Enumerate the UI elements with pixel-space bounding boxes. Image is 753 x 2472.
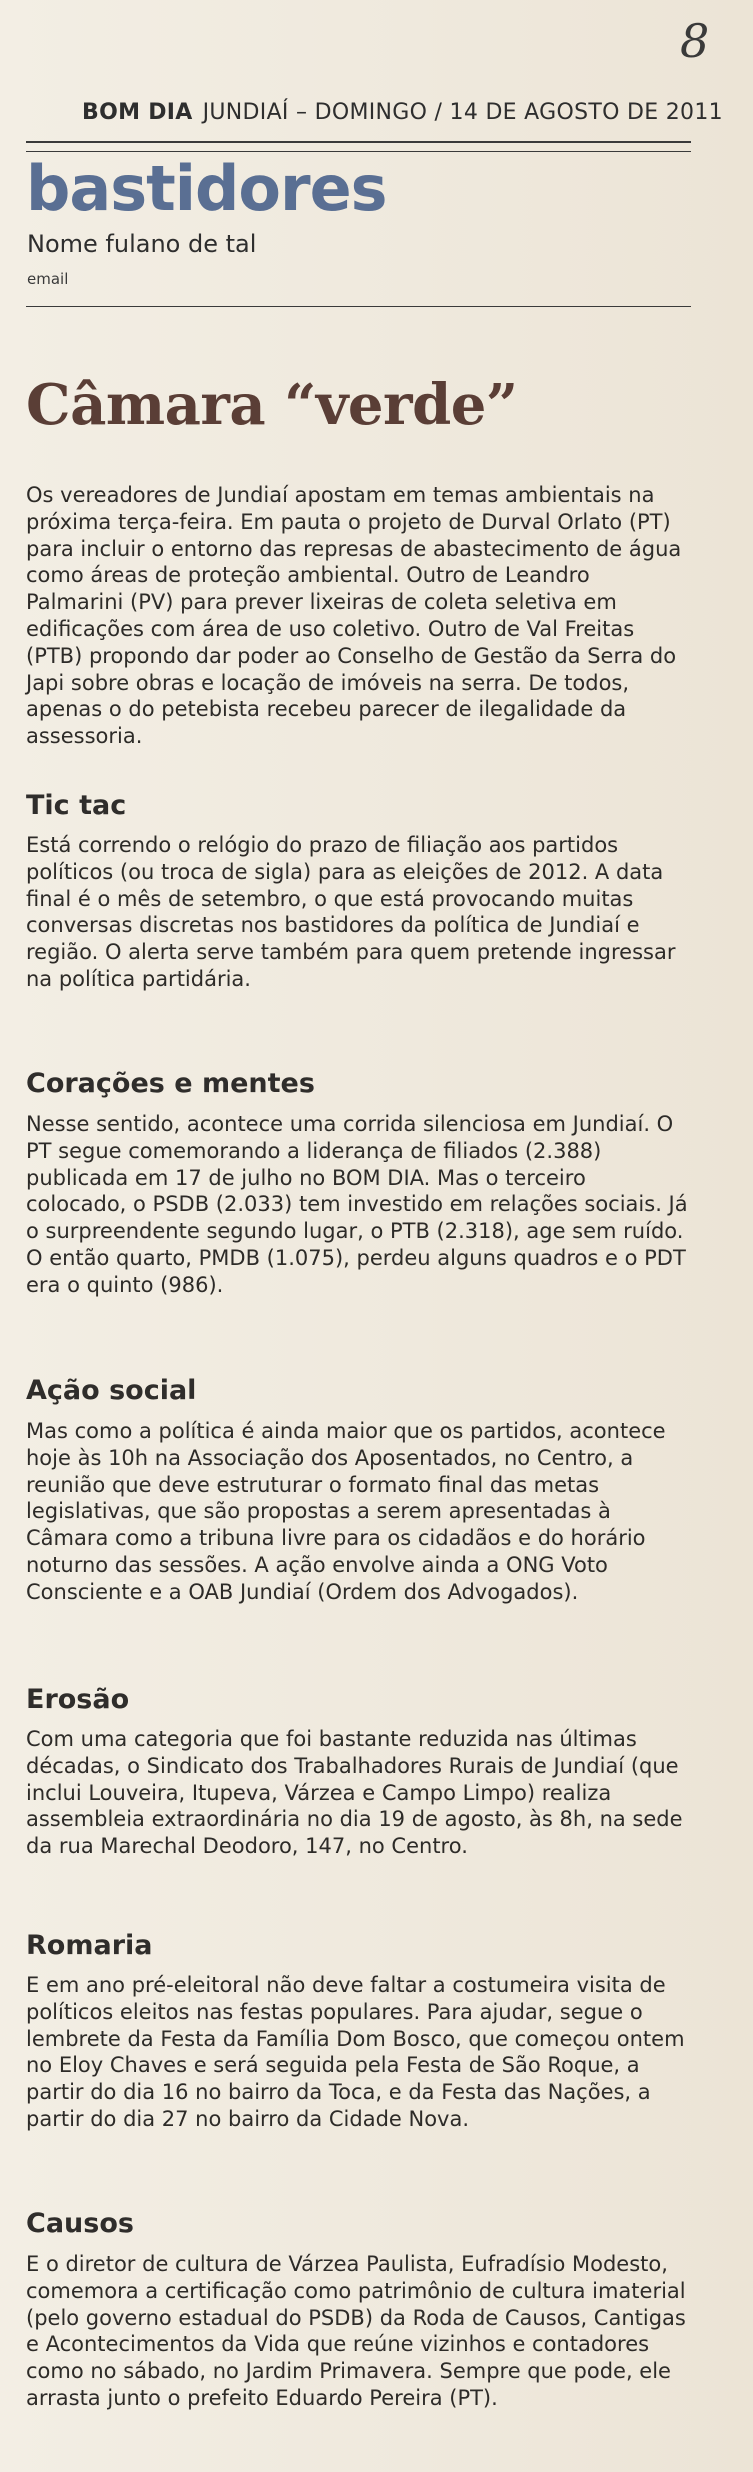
subsection-title-coracoes-e-mentes: Corações e mentes [26,1068,315,1099]
subsection-coracoes-e-mentes [26,1111,691,1299]
byline-rule [26,306,691,307]
lead-paragraph: Os vereadores de Jundiaí apostam em temas ambientais na próxima terça-feira. Em pauta o projeto de Durval Orlato (PT) para incluir o entorno das represas de abastecimento de água como áreas de proteção ambiental. Outro de Leandro Palmarini (PV) para prever lixeiras de coleta seletiva em edificações com área de uso coletivo. Outro de Val Freitas (PTB) propondo dar poder ao Conselho de Gestão da Serra do Japi sobre obras e locação de imóveis na serra. De todos, apenas o do petebista recebeu parecer de ilegalidade da assessoria. [26,483,682,749]
column-email: email [27,270,69,288]
column-title: bastidores [26,152,387,225]
subsection-text: Com uma categoria que foi bastante reduzida nas últimas décadas, o Sindicato dos Trabalhadores Rurais de Jundiaí (que inclui Louveira, Itupeva, Várzea e Campo Limpo) realiza assembleia extraordinária no dia 19 de agosto, às 8h, na sede da rua Marechal Deodoro, 147, no Centro. [26,1727,683,1859]
article-headline: Câmara “verde” [26,372,518,438]
subsection-title-acao-social: Ação social [26,1375,197,1406]
edition-line: JUNDIAÍ – DOMINGO / 14 DE AGOSTO DE 2011 [202,100,723,125]
lead-paragraph-block [26,482,691,750]
subsection-romaria [26,1972,691,2133]
header-rule-top [26,141,691,143]
subsection-tic-tac [26,832,691,993]
subsection-causos [26,2251,691,2412]
subsection-text: Nesse sentido, acontece uma corrida silenciosa em Jundiaí. O PT segue comemorando a liderança de filiados (2.388) publicada em 17 de julho no BOM DIA. Mas o terceiro colocado, o PSDB (2.033) tem investido em relações sociais. Já o surpreendente segundo lugar, o PTB (2.318), age sem ruído. O então quarto, PMDB (1.075), perdeu alguns quadros e o PDT era o quinto (986). [26,1112,688,1297]
subsection-title-causos: Causos [26,2208,134,2239]
subsection-title-romaria: Romaria [26,1930,153,1961]
subsection-text: Mas como a política é ainda maior que os partidos, acontece hoje às 10h na Associação dos Aposentados, no Centro, a reunião que deve estruturar o formato final das metas legislativas, que são propostas a serem apresentadas à Câmara como a tribuna livre para os cidadãos e do horário noturno das sessões. A ação envolve ainda a ONG Voto Consciente e a OAB Jundiaí (Ordem dos Advogados). [26,1419,666,1604]
subsection-text: E em ano pré-eleitoral não deve faltar a costumeira visita de políticos eleitos nas festas populares. Para ajudar, segue o lembrete da Festa da Família Dom Bosco, que começou ontem no Eloy Chaves e será seguida pela Festa de São Roque, a partir do dia 16 no bairro da Toca, e da Festa das Nações, a partir do dia 27 no bairro da Cidade Nova. [26,1973,685,2131]
subsection-title-tic-tac: Tic tac [26,790,127,821]
subsection-text: E o diretor de cultura de Várzea Paulista, Eufradísio Modesto, comemora a certificação como patrimônio de cultura imaterial (pelo governo estadual do PSDB) da Roda de Causos, Cantigas e Acontecimentos da Vida que reúne vizinhos e contadores como no sábado, no Jardim Primavera. Sempre que pode, ele arrasta junto o prefeito Eduardo Pereira (PT). [26,2252,686,2410]
newspaper-brand: BOM DIA [82,100,193,125]
column-author: Nome fulano de tal [27,230,257,258]
bleed-through-decoration [420,160,448,253]
subsection-text: Está correndo o relógio do prazo de filiação aos partidos políticos (ou troca de sigla) para as eleições de 2012. A data final é o mês de setembro, o que está provocando muitas conversas discretas nos bastidores da política de Jundiaí e região. O alerta serve também para quem pretende ingressar na política partidária. [26,833,676,991]
subsection-erosao [26,1726,691,1860]
subsection-title-erosao: Erosão [26,1684,130,1715]
subsection-acao-social [26,1418,691,1606]
page-number: 8 [680,14,710,68]
newspaper-header [82,100,723,125]
